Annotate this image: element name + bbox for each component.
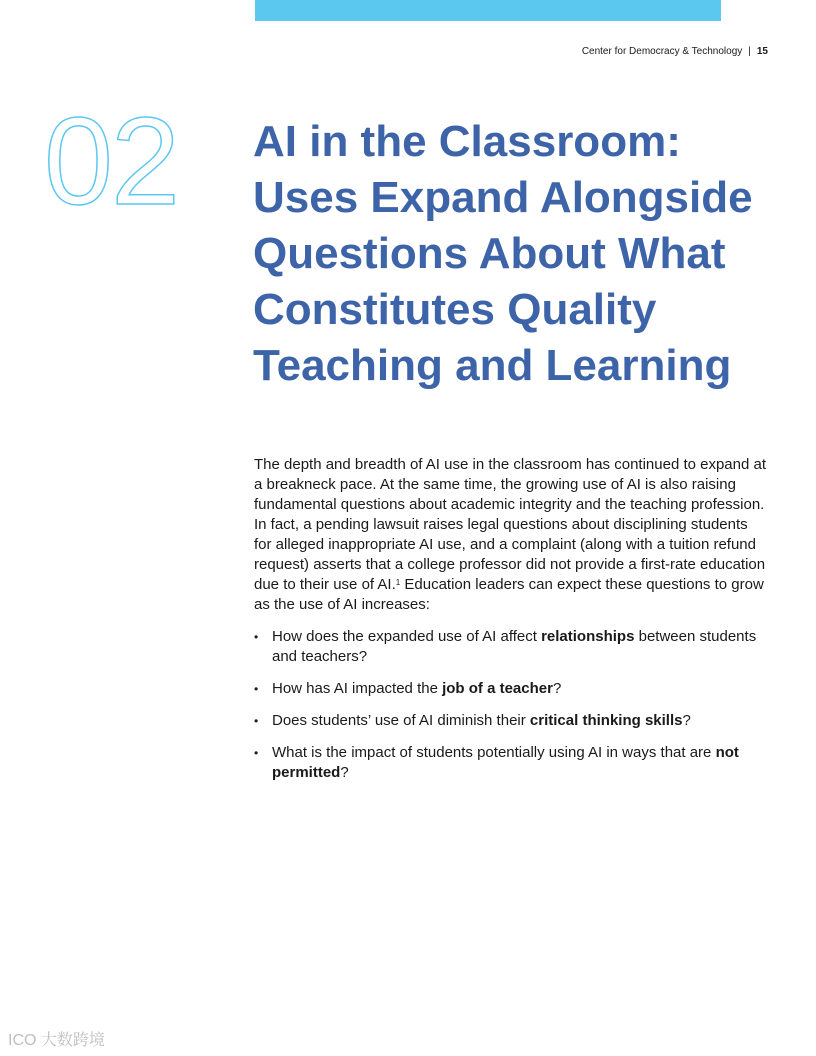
header-org-name: Center for Democracy & Technology <box>581 46 743 57</box>
bullet-emphasis: critical thinking skills <box>529 712 683 729</box>
intro-paragraph <box>254 455 769 615</box>
bullet-emphasis: relationships <box>541 628 635 645</box>
chapter-title <box>253 114 793 394</box>
bullet-text: ? <box>552 680 562 697</box>
title-line: Teaching and Learning <box>253 341 732 390</box>
bullet-emphasis: job of a teacher <box>442 680 553 697</box>
list-item <box>254 679 764 699</box>
bullet-text: Does students’ use of AI diminish their <box>272 712 530 729</box>
bullet-icon: • <box>254 714 259 728</box>
list-item <box>254 743 764 783</box>
footnote-marker[interactable]: 1 <box>395 578 401 587</box>
question-list <box>254 627 764 795</box>
bullet-icon: • <box>254 746 259 760</box>
chapter-number: 02 <box>44 93 178 231</box>
running-header <box>582 46 768 57</box>
bullet-text: What is the impact of students potentially using AI in ways that are <box>272 744 716 761</box>
bullet-text: ? <box>682 712 691 729</box>
header-separator: | <box>748 46 751 57</box>
title-line: Constitutes Quality <box>253 285 657 334</box>
bullet-icon: • <box>254 682 259 696</box>
paragraph-text-continued: Education leaders can expect these questions to grow as the use of AI increases: <box>254 576 764 613</box>
title-line: Questions About What <box>253 229 726 278</box>
bullet-icon: • <box>254 630 259 644</box>
title-line: AI in the Classroom: <box>253 117 681 166</box>
list-item <box>254 711 764 731</box>
bullet-text: How does the expanded use of AI affect <box>272 628 542 645</box>
paragraph-text: The depth and breadth of AI use in the classroom has continued to expand at a breakneck pace. At the same time, the growing use of AI is also raising fundamental questions about academic integrity and the teaching profession. In fact, a pending lawsuit raises legal questions about disciplining students for alleged inappropriate AI use, and a complaint (along with a tuition refund request) asserts that a college professor did not provide a first-rate education due to their use of AI. <box>254 456 767 593</box>
bullet-text: between students and teachers? <box>272 628 757 665</box>
bullet-text: How has AI impacted the <box>272 680 443 697</box>
list-item <box>254 627 764 667</box>
top-accent-bar <box>255 0 721 21</box>
watermark-logo: ICO 大数跨境 <box>8 1032 105 1049</box>
title-line: Uses Expand Alongside <box>253 173 753 222</box>
bullet-emphasis: not permitted <box>272 744 739 781</box>
page-number: 15 <box>756 46 768 57</box>
bullet-text: ? <box>340 764 349 781</box>
